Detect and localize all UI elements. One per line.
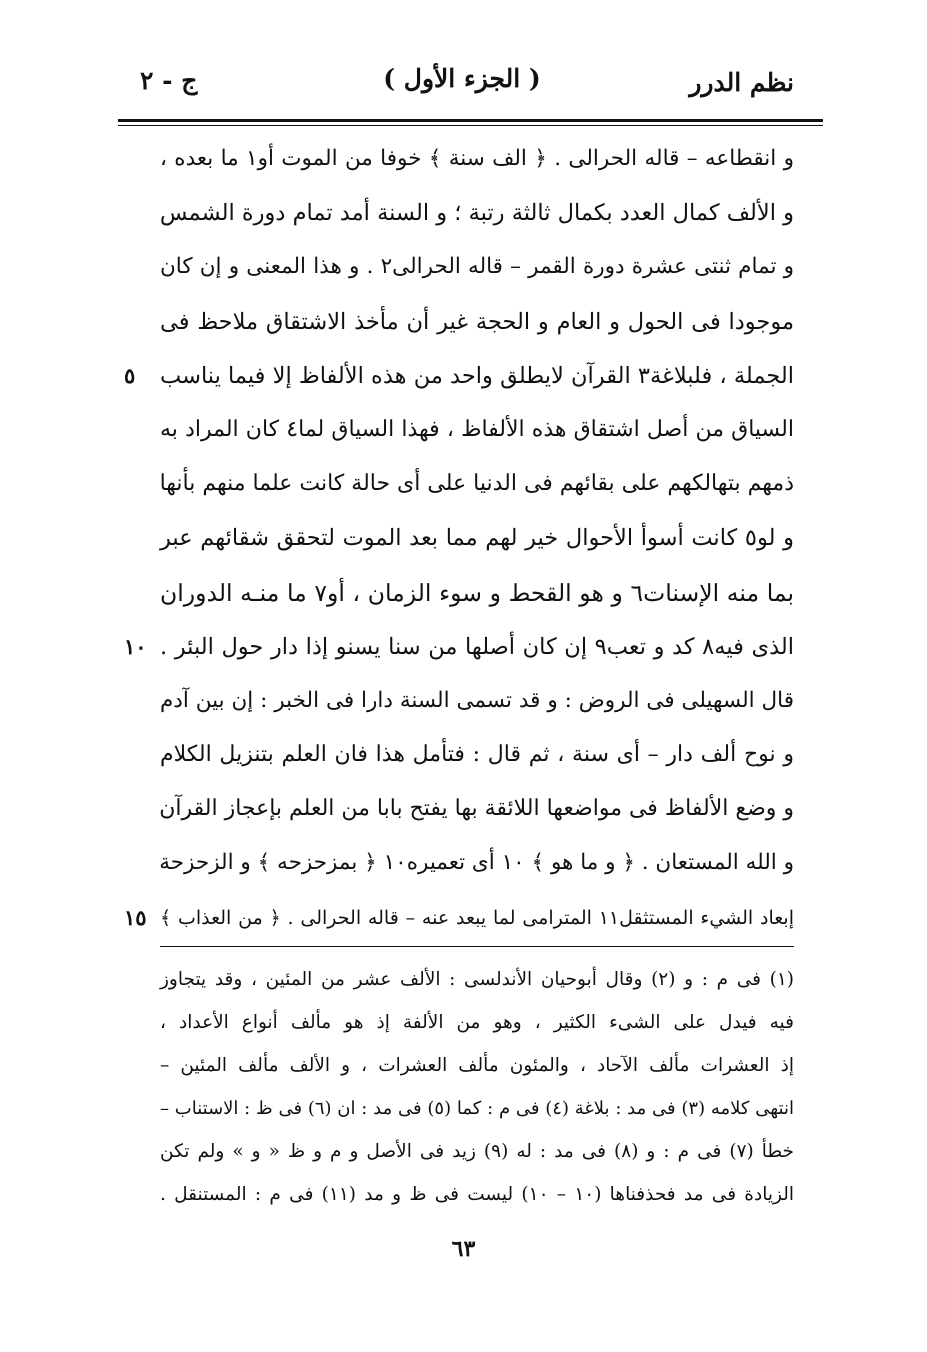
line-number-10: ١٠ [124,633,147,659]
page-number: ٦٣ [451,1236,476,1262]
text-line: موجودا فى الحول و العام و الحجة غير أن مأخذ الاشتقاق ملاحظ فى [160,308,794,335]
footnote-line: فيه فيدل على الشىء الكثير ، وهو من الألفة إذ هو مألف أنواع الأعداد ، [160,1012,794,1033]
text-line: و وضع الألفاظ فى مواضعها اللائقة بها يفتح بابا من العلم بإعجاز القرآن [159,796,794,822]
header-rule-thick [118,119,823,122]
footnotes [160,958,794,1216]
footnote-line: إذ العشرات مألف الآحاد ، والمئون مألف العشرات ، و الألف مألف المئين – [160,1055,794,1076]
footnote-line: انتهى كلامه (٣) فى مد : بلاغة (٤) فى م : كما (٥) فى مد : ان (٦) فى ظ : الاستناب – [160,1098,795,1119]
footnote-separator [160,946,794,947]
text-line: و نوح ألف دار – أى سنة ، ثم قال : فتأمل هذا فان العلم بتنزيل الكلام [160,742,794,768]
text-line: بما منه الإسنات٦ و هو القحط و سوء الزمان ، أو٧ ما منـه الدوران [160,578,794,607]
part-title: ( الجزء الأول ) [383,64,541,93]
text-line: الذى فيه٨ كد و تعب٩ إن كان أصلها من سنا يسنو إذا دار حول البئر . [160,633,794,660]
line-number-5: ٥ [124,362,136,388]
text-line: إبعاد الشيء المستثقل١١ المترامى لما يبعد عنه – قاله الحرالى . ﴿ من العذاب ﴾ [160,906,794,929]
text-line: و لو٥ كانت أسوأ الأحوال خير لهم مما بعد الموت لتحقق شقائهم عبر [160,525,795,552]
line-number-15: ١٥ [124,904,147,930]
volume-page-label: ج - ٢ [140,66,198,95]
running-header [130,60,794,110]
text-line: و انقطاعه – قاله الحرالى . ﴿ الف سنة ﴾ خوفا من الموت أو١ ما بعده ، [160,146,794,171]
footnote-line: الزيادة فى مد فحذفناها (١٠ – ١٠) ليست فى ظ و مد (١١) فى م : المستنقل . [160,1184,795,1205]
main-text [160,132,794,945]
header-rule-thin [118,125,823,126]
text-line: و تمام ثنتى عشرة دورة القمر – قاله الحرالى٢ . و هذا المعنى و إن كان [160,254,794,280]
footnote-line: (١) فى م : و (٢) وقال أبوحيان الأندلسى : الألف عشر من المئين ، وقد يتجاوز [160,969,794,990]
text-line: ذمهم بتهالكهم على بقائهم فى الدنيا على أى حالة كانت علما منهم بأنها [159,471,794,497]
text-line: قال السهيلى فى الروض : و قد تسمى السنة دارا فى الخبر : إن بين آدم [160,687,794,713]
text-line: و الله المستعان . ﴿ و ما هو ﴾ ١٠ أى تعميره١٠ ﴿ بمزحزحه ﴾ و الزحزحة [159,850,794,876]
footnote-line: خطأ (٧) فى م : و (٨) فى مد : له (٩) زيد فى الأصل و م و ظ « و » ولم تكن [160,1141,794,1162]
text-line: و الألف كمال العدد بكمال ثالثة رتبة ؛ و السنة أمد تمام دورة الشمس [159,200,794,227]
text-line: الجملة ، فلبلاغة٣ القرآن لايطلق واحد من هذه الألفاظ إلا فيما يناسب [160,362,795,389]
book-title: نظم الدرر [689,68,794,97]
text-line: السياق من أصل اشتقاق هذه الألفاظ ، فهذا السياق لما٤ كان المراد به [160,416,794,442]
